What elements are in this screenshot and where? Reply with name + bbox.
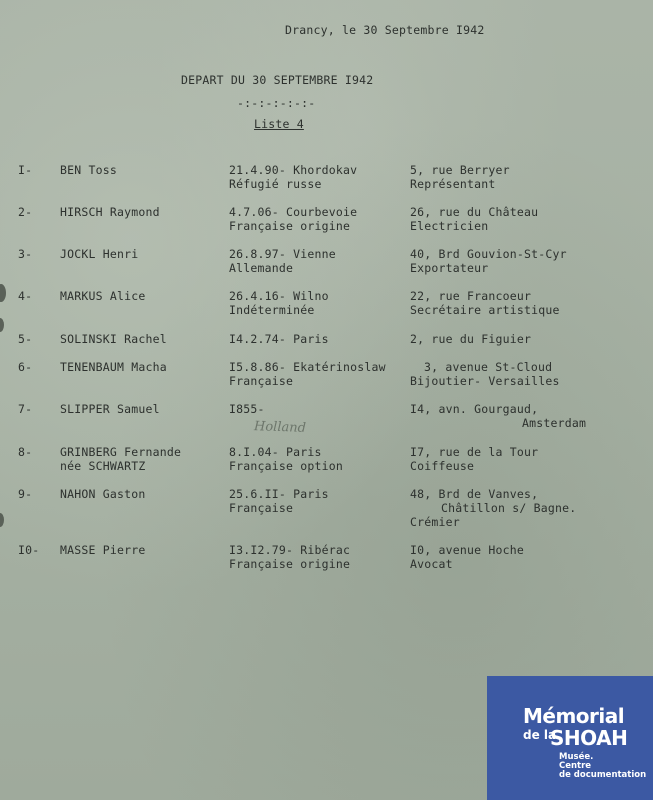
entry-number: 5- (18, 332, 33, 346)
entry-nationality: Allemande (229, 261, 294, 275)
memorial-shoah-logo (487, 676, 653, 800)
entry-number: I0- (18, 543, 40, 557)
entry-name: MASSE Pierre (60, 543, 146, 557)
entry-address: 3, avenue St-Cloud (424, 360, 553, 374)
entry-birth: I4.2.74- Paris (229, 332, 329, 346)
entry-birth: I855- (229, 402, 265, 416)
entry-name: NAHON Gaston (60, 487, 146, 501)
list-label: Liste 4 (254, 117, 304, 131)
entry-address: 22, rue Francoeur (410, 289, 532, 303)
entry-name: SLIPPER Samuel (60, 402, 160, 416)
binder-hole-mark (0, 513, 4, 527)
entry-occupation: Crémier (410, 515, 460, 529)
entry-name: MARKUS Alice (60, 289, 146, 303)
entry-nationality: Française (229, 374, 294, 388)
entry-occupation: Secrétaire artistique (410, 303, 560, 317)
departure-title: DEPART DU 30 SEPTEMBRE I942 (181, 73, 374, 87)
binder-hole-mark (0, 284, 6, 302)
entry-nationality: Indéterminée (229, 303, 315, 317)
entry-city: Amsterdam (522, 416, 587, 430)
entry-maiden-name: née SCHWARTZ (60, 459, 146, 473)
entry-number: I- (18, 163, 33, 177)
entry-address: 26, rue du Château (410, 205, 539, 219)
entry-nationality: Réfugié russe (229, 177, 322, 191)
entry-nationality: Française option (229, 459, 343, 473)
entry-address: I0, avenue Hoche (410, 543, 524, 557)
entry-nationality: Française origine (229, 219, 351, 233)
place-date: Drancy, le 30 Septembre I942 (285, 23, 485, 37)
binder-hole-mark (0, 318, 4, 332)
entry-birth: I5.8.86- Ekatérinoslaw (229, 360, 386, 374)
entry-number: 7- (18, 402, 33, 416)
entry-occupation: Bijoutier- Versailles (410, 374, 560, 388)
pencil-annotation: Holland (253, 419, 307, 436)
entry-birth: 26.8.97- Vienne (229, 247, 336, 261)
entry-address: 2, rue du Figuier (410, 332, 532, 346)
entry-address: I7, rue de la Tour (410, 445, 539, 459)
entry-occupation: Exportateur (410, 261, 489, 275)
entry-address: 48, Brd de Vanves, (410, 487, 539, 501)
entry-address: I4, avn. Gourgaud, (410, 402, 539, 416)
entry-birth: 26.4.16- Wilno (229, 289, 329, 303)
entry-birth: 8.I.04- Paris (229, 445, 322, 459)
entry-number: 6- (18, 360, 33, 374)
entry-address-line-2: Châtillon s/ Bagne. (441, 501, 577, 515)
entry-number: 4- (18, 289, 33, 303)
entry-birth: 4.7.06- Courbevoie (229, 205, 358, 219)
entry-number: 3- (18, 247, 33, 261)
entry-number: 9- (18, 487, 33, 501)
entry-nationality: Française origine (229, 557, 351, 571)
logo-line-3: Musée. Centre de documentation (559, 752, 647, 780)
entry-occupation: Electricien (410, 219, 489, 233)
entry-number: 2- (18, 205, 33, 219)
entry-name: SOLINSKI Rachel (60, 332, 167, 346)
entry-birth: 21.4.90- Khordokav (229, 163, 358, 177)
entry-address: 5, rue Berryer (410, 163, 510, 177)
entry-name: HIRSCH Raymond (60, 205, 160, 219)
entry-occupation: Avocat (410, 557, 453, 571)
entry-number: 8- (18, 445, 33, 459)
entry-occupation: Coiffeuse (410, 459, 475, 473)
entry-nationality: Française (229, 501, 294, 515)
entry-birth: I3.I2.79- Ribérac (229, 543, 351, 557)
logo-line-1: Mémorial (523, 704, 625, 728)
entry-name: GRINBERG Fernande (60, 445, 182, 459)
entry-name: BEN Toss (60, 163, 117, 177)
entry-address: 40, Brd Gouvion-St-Cyr (410, 247, 567, 261)
separator-line: -:-:-:-:-:- (237, 96, 316, 110)
entry-occupation: Représentant (410, 177, 496, 191)
entry-name: JOCKL Henri (60, 247, 139, 261)
entry-name: TENENBAUM Macha (60, 360, 167, 374)
entry-birth: 25.6.II- Paris (229, 487, 329, 501)
logo-line-2a: de la (523, 728, 557, 742)
logo-line-2b: SHOAH (550, 726, 628, 750)
